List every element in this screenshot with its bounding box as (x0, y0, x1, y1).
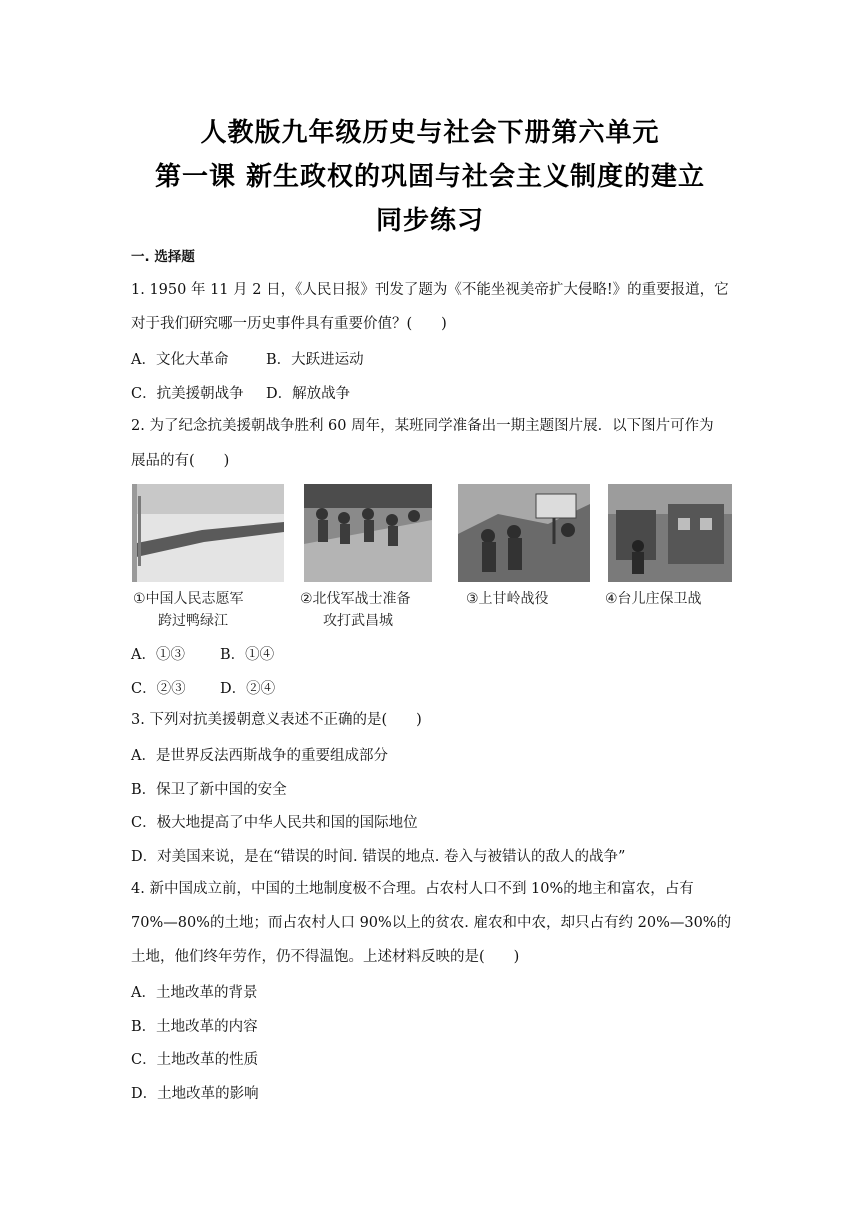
question-4-stem-line-2: 70%—80%的土地；而占农村人口 90%以上的贫农. 雇农和中农，却只占有约 20%—30%的 (131, 915, 732, 931)
document-title-line-1: 人教版九年级历史与社会下册第六单元 (200, 118, 660, 148)
question-4-option-a[interactable]: A．土地改革的背景 (131, 985, 258, 1001)
question-2-option-d[interactable]: D．②④ (220, 681, 276, 697)
question-3-option-a[interactable]: A．是世界反法西斯战争的重要组成部分 (131, 748, 388, 764)
question-1-option-b[interactable]: B．大跃进运动 (266, 352, 364, 368)
document-title-line-3: 同步练习 (375, 206, 484, 236)
photo-shangganling-battle (458, 484, 590, 582)
question-3-stem: 3. 下列对抗美援朝意义表述不正确的是( ) (131, 712, 422, 728)
question-3-option-b[interactable]: B．保卫了新中国的安全 (131, 782, 287, 798)
section-heading: 一. 选择题 (131, 249, 195, 265)
question-3-option-d[interactable]: D．对美国来说，是在“错误的时间. 错误的地点. 卷入与被错认的敌人的战争” (131, 849, 626, 865)
question-1-stem-line-1: 1. 1950 年 11 月 2 日，《人民日报》刊发了题为《不能坐视美帝扩大侵略!》的重要报道，它 (131, 282, 729, 298)
caption-1-line-1: ①中国人民志愿军 (133, 591, 244, 607)
caption-3-line-1: ③上甘岭战役 (466, 591, 549, 607)
caption-1-line-2: 跨过鸭绿江 (158, 613, 228, 629)
question-2-option-c[interactable]: C．②③ (131, 681, 186, 697)
question-4-option-c[interactable]: C．土地改革的性质 (131, 1052, 259, 1068)
question-4-option-d[interactable]: D．土地改革的影响 (131, 1086, 259, 1102)
photo-crossing-yalu-river (132, 484, 284, 582)
exhibit-photo-strip (132, 484, 732, 584)
question-2-option-a[interactable]: A．①③ (131, 647, 185, 663)
question-1-option-c[interactable]: C．抗美援朝战争 (131, 386, 244, 402)
photo-taierzhuang-defense (608, 484, 732, 582)
question-4-option-b[interactable]: B．土地改革的内容 (131, 1019, 258, 1035)
question-4-stem-line-3: 土地，他们终年劳作，仍不得温饱。上述材料反映的是( ) (131, 949, 520, 965)
caption-2-line-1: ②北伐军战士准备 (300, 591, 411, 607)
question-2-stem-line-1: 2. 为了纪念抗美援朝战争胜利 60 周年，某班同学准备出一期主题图片展．以下图片可作为 (131, 418, 714, 434)
question-4-stem-line-1: 4. 新中国成立前，中国的土地制度极不合理。占农村人口不到 10%的地主和富农，占有 (131, 881, 694, 897)
document-title-line-2: 第一课 新生政权的巩固与社会主义制度的建立 (154, 162, 706, 192)
question-3-option-c[interactable]: C．极大地提高了中华人民共和国的国际地位 (131, 815, 418, 831)
question-2-option-b[interactable]: B．①④ (220, 647, 275, 663)
caption-4-line-1: ④台儿庄保卫战 (605, 591, 702, 607)
question-1-option-a[interactable]: A．文化大革命 (131, 352, 229, 368)
photo-northern-expedition (304, 484, 432, 582)
question-1-option-d[interactable]: D．解放战争 (266, 386, 351, 402)
question-2-stem-line-2: 展品的有( ) (131, 453, 230, 469)
caption-2-line-2: 攻打武昌城 (323, 613, 393, 629)
question-1-stem-line-2: 对于我们研究哪一历史事件具有重要价值？( ) (131, 316, 447, 332)
